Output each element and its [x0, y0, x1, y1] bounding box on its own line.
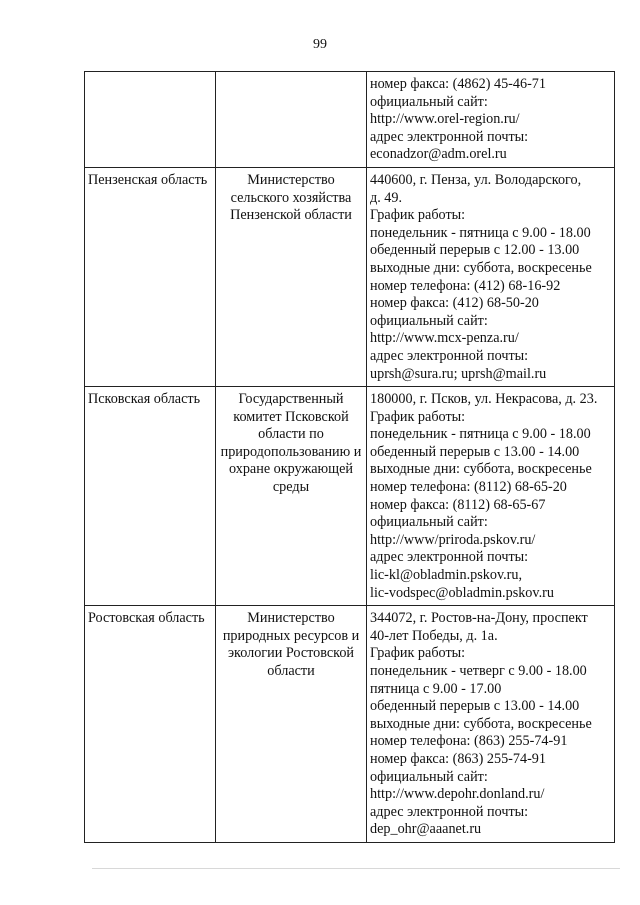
page-number: 99: [313, 37, 327, 52]
contact-line: lic-vodspec@obladmin.pskov.ru: [370, 584, 554, 601]
contact-line: номер факса: (8112) 68-65-67: [370, 496, 546, 513]
contact-line: официальный сайт:: [370, 93, 488, 110]
contact-line: lic-kl@obladmin.pskov.ru,: [370, 567, 523, 584]
region-cell: Пензенская область: [85, 167, 216, 386]
contacts-table-body: [85, 72, 615, 843]
contact-line: http://www.mcx-penza.ru/: [370, 330, 519, 347]
agency-cell: Министерство природных ресурсов и экологии Ростовской области: [216, 606, 367, 843]
contact-cell: [367, 606, 615, 843]
contact-cell: [367, 72, 615, 168]
table-row: [85, 167, 615, 386]
contact-line: обеденный перерыв с 13.00 - 14.00: [370, 443, 580, 460]
contact-cell: [367, 387, 615, 606]
contacts-table: [84, 71, 615, 843]
agency-cell: [216, 72, 367, 168]
contact-line: официальный сайт:: [370, 768, 488, 785]
contact-line: понедельник - четверг с 9.00 - 18.00: [370, 663, 587, 679]
contact-cell: [367, 167, 615, 386]
contact-line: д. 49.: [370, 189, 403, 206]
contact-line: номер факса: (4862) 45-46-71: [370, 76, 546, 92]
contact-line: График работы:: [370, 645, 466, 662]
contact-line: econadzor@adm.orel.ru: [370, 146, 507, 163]
contact-line: обеденный перерыв с 13.00 - 14.00: [370, 698, 580, 715]
contact-line: понедельник - пятница с 9.00 - 18.00: [370, 224, 591, 241]
table-row: [85, 72, 615, 168]
contact-line: номер телефона: (412) 68-16-92: [370, 277, 561, 294]
bottom-rule: [92, 868, 620, 869]
contact-line: http://www.orel-region.ru/: [370, 111, 520, 128]
agency-cell: Государственный комитет Псковской области по природопользованию и охране окружающей среды: [216, 387, 367, 606]
contact-line: официальный сайт:: [370, 514, 488, 531]
contact-line: адрес электронной почты:: [370, 347, 529, 364]
contact-line: 344072, г. Ростов-на-Дону, проспект: [370, 610, 588, 627]
region-cell: [85, 72, 216, 168]
contact-line: адрес электронной почты:: [370, 549, 529, 566]
contact-line: 40-лет Победы, д. 1а.: [370, 627, 498, 644]
contact-line: uprsh@sura.ru; uprsh@mail.ru: [370, 365, 547, 382]
contact-line: График работы:: [370, 408, 466, 425]
table-row: [85, 606, 615, 843]
contact-line: 180000, г. Псков, ул. Некрасова, д. 23.: [370, 391, 598, 408]
contact-line: пятница с 9.00 - 17.00: [370, 680, 502, 697]
region-cell: Ростовская область: [85, 606, 216, 843]
contact-line: выходные дни: суббота, воскресенье: [370, 461, 592, 478]
contact-line: обеденный перерыв с 12.00 - 13.00: [370, 242, 580, 259]
contact-line: номер факса: (863) 255-74-91: [370, 750, 546, 767]
agency-cell: Министерство сельского хозяйства Пензенской области: [216, 167, 367, 386]
contact-line: выходные дни: суббота, воскресенье: [370, 715, 592, 732]
contact-line: http://www/priroda.pskov.ru/: [370, 531, 536, 548]
region-cell: Псковская область: [85, 387, 216, 606]
contact-line: http://www.depohr.donland.ru/: [370, 786, 545, 803]
contact-line: номер телефона: (8112) 68-65-20: [370, 479, 567, 496]
contact-line: адрес электронной почты:: [370, 128, 529, 145]
contact-line: График работы:: [370, 207, 466, 224]
contact-line: понедельник - пятница с 9.00 - 18.00: [370, 426, 591, 443]
contact-line: dep_ohr@aaanet.ru: [370, 821, 482, 838]
contact-line: номер факса: (412) 68-50-20: [370, 295, 539, 312]
contact-line: адрес электронной почты:: [370, 803, 529, 820]
contact-line: выходные дни: суббота, воскресенье: [370, 259, 592, 276]
contact-line: номер телефона: (863) 255-74-91: [370, 733, 568, 750]
table-row: [85, 387, 615, 606]
contact-line: 440600, г. Пенза, ул. Володарского,: [370, 171, 582, 188]
contact-line: официальный сайт:: [370, 312, 488, 329]
